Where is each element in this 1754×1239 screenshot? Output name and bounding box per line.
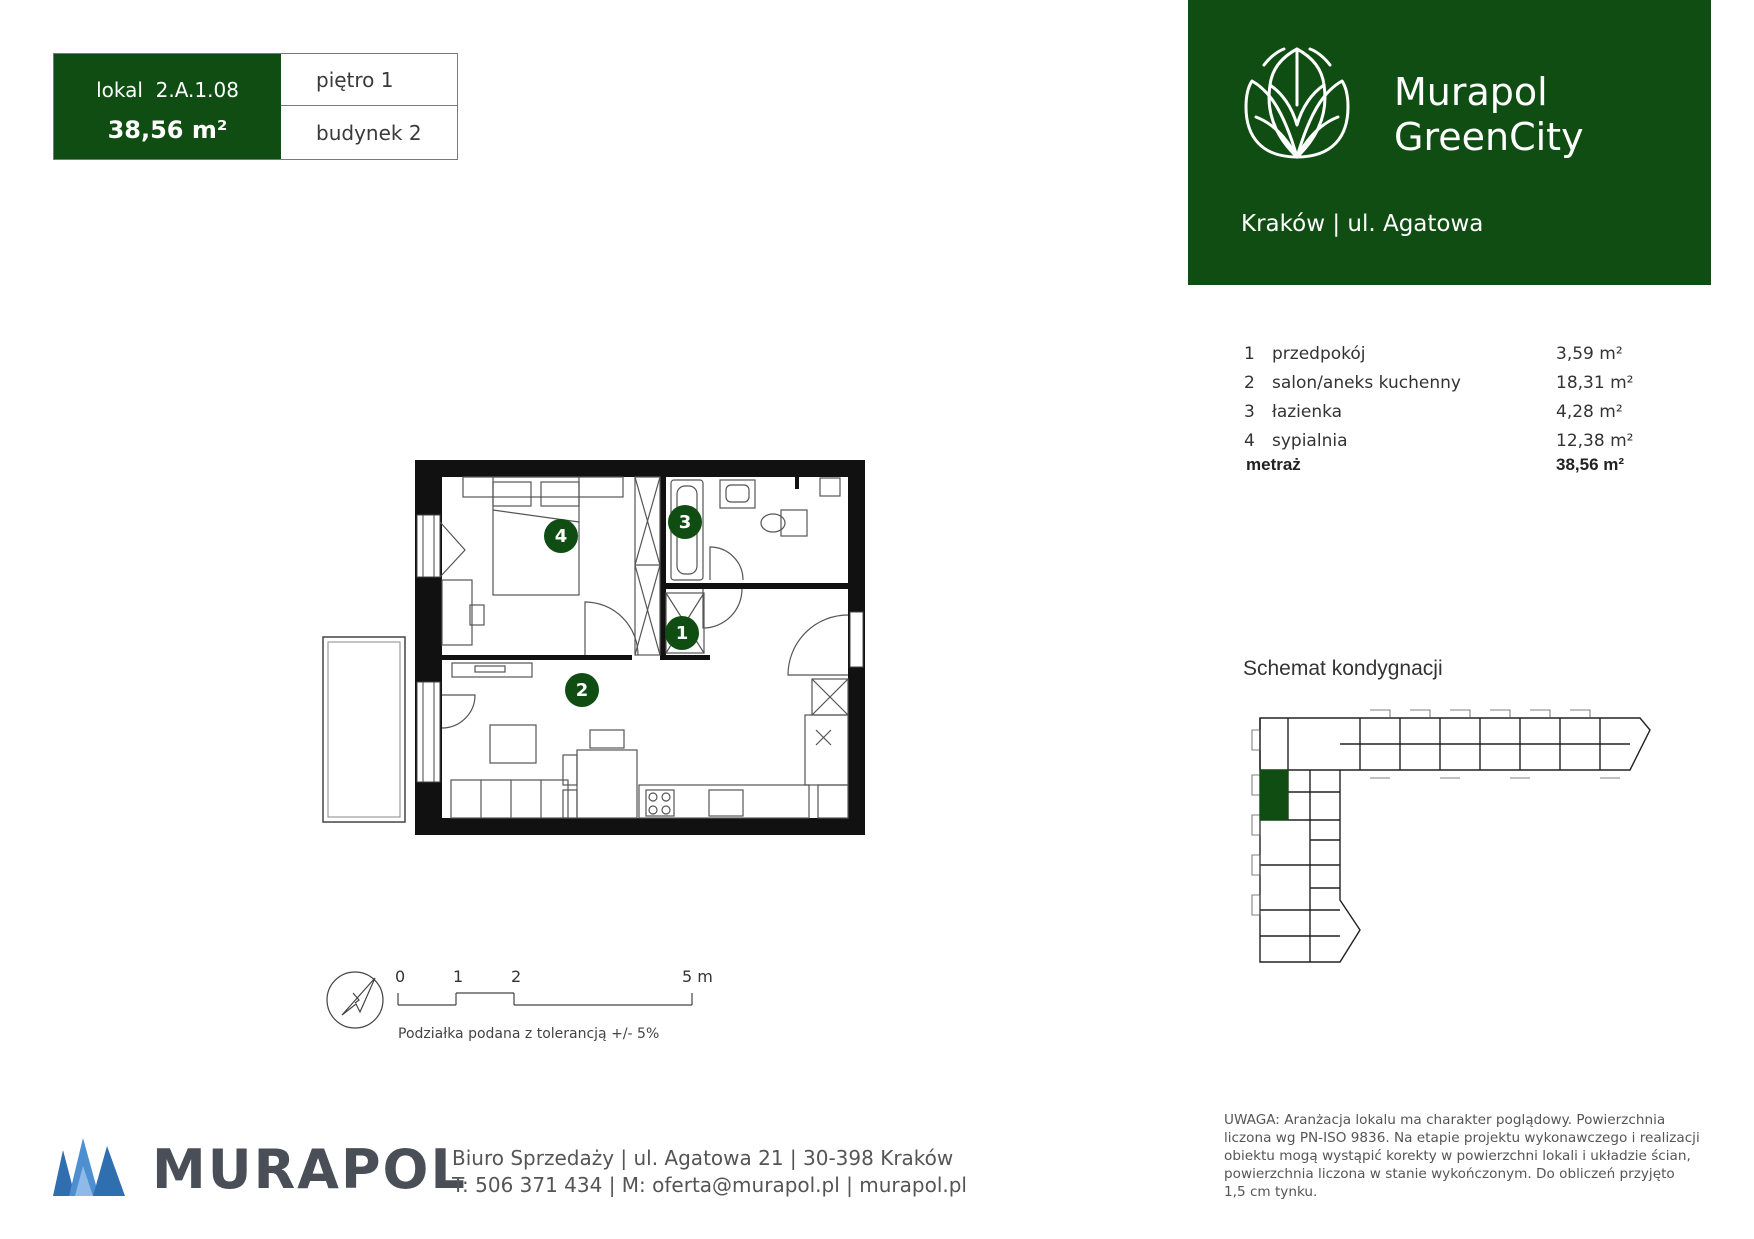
disclaimer-line: UWAGA: Aranżacja lokalu ma charakter poglądowy. Powierzchnia [1224, 1112, 1666, 1128]
total-area: 38,56 m² [1556, 455, 1625, 474]
svg-text:2: 2 [575, 680, 589, 701]
scale-label: 0 [395, 967, 406, 986]
room-number: 2 [1244, 373, 1255, 393]
bedroom-furniture [440, 477, 660, 655]
unit-floor: piętro 1 [281, 54, 458, 106]
room-area: 12,38 m² [1556, 431, 1634, 451]
svg-text:3: 3 [678, 512, 692, 533]
windows [417, 515, 863, 782]
room-area: 3,59 m² [1556, 344, 1623, 364]
room-name: przedpokój [1272, 344, 1366, 364]
unit-location-panel [281, 54, 458, 159]
room-number: 4 [1244, 431, 1255, 451]
interior-walls [442, 477, 848, 660]
room-row [1244, 373, 1664, 399]
murapol-logo-icon [53, 1138, 129, 1196]
room-name: łazienka [1272, 402, 1343, 422]
room-row [1244, 344, 1664, 370]
room-row [1244, 402, 1664, 428]
disclaimer [1224, 1111, 1724, 1201]
total-row [1246, 455, 1666, 475]
brand-panel [1188, 0, 1711, 285]
unit-id-panel [54, 54, 281, 159]
room-badge-2 [565, 673, 599, 707]
brand-location: Kraków | ul. Agatowa [1241, 211, 1484, 237]
scale-note: Podziałka podana z tolerancją +/- 5% [398, 1026, 660, 1042]
balcony-inner [328, 642, 400, 817]
room-badge-1 [665, 616, 699, 650]
scale-label: 2 [511, 967, 522, 986]
brand-name-line1: Murapol [1394, 70, 1548, 114]
floor-plan [315, 450, 875, 850]
total-label: metraż [1246, 455, 1301, 474]
scale-label: 1 [453, 967, 464, 986]
svg-text:1: 1 [675, 623, 689, 644]
room-number: 1 [1244, 344, 1255, 364]
room-name: salon/aneks kuchenny [1272, 373, 1461, 393]
disclaimer-line: powierzchnia liczona w stanie wykończonym. Do obliczeń przyjęto [1224, 1166, 1675, 1182]
room-badge-3 [668, 505, 702, 539]
floor-schema [1240, 700, 1660, 970]
disclaimer-line: obiektu mogą wystąpić korekty w powierzchni lokali i układzie ścian, [1224, 1148, 1691, 1164]
office-address: Biuro Sprzedaży | ul. Agatowa 21 | 30-398 Kraków [452, 1146, 954, 1170]
unit-building: budynek 2 [316, 121, 422, 145]
room-area: 4,28 m² [1556, 402, 1623, 422]
room-number: 3 [1244, 402, 1255, 422]
office-contact: T: 506 371 434 | M: oferta@murapol.pl | murapol.pl [452, 1173, 967, 1197]
hallway-fixtures [666, 589, 848, 715]
schema-title: Schemat kondygnacji [1243, 657, 1443, 680]
room-area: 18,31 m² [1556, 373, 1634, 393]
disclaimer-line: liczona wg PN-ISO 9836. Na etapie projektu wykonawczego i realizacji [1224, 1130, 1700, 1146]
company-name: MURAPOL [152, 1138, 467, 1201]
room-row [1244, 431, 1664, 457]
balcony [323, 637, 405, 822]
disclaimer-line: 1,5 cm tynku. [1224, 1184, 1318, 1200]
highlighted-unit [1260, 770, 1288, 820]
brand-name-line2: GreenCity [1394, 115, 1584, 159]
unit-info-box [53, 53, 458, 160]
exterior-walls [415, 460, 865, 835]
svg-text:4: 4 [554, 526, 568, 547]
unit-number: lokal 2.A.1.08 [96, 78, 239, 102]
room-name: sypialnia [1272, 431, 1348, 451]
living-kitchen-furniture [442, 663, 848, 818]
scale-label: 5 m [682, 967, 713, 986]
unit-area: 38,56 m² [107, 116, 228, 144]
tulip-leaf-icon [1242, 45, 1352, 163]
room-badge-4 [544, 519, 578, 553]
